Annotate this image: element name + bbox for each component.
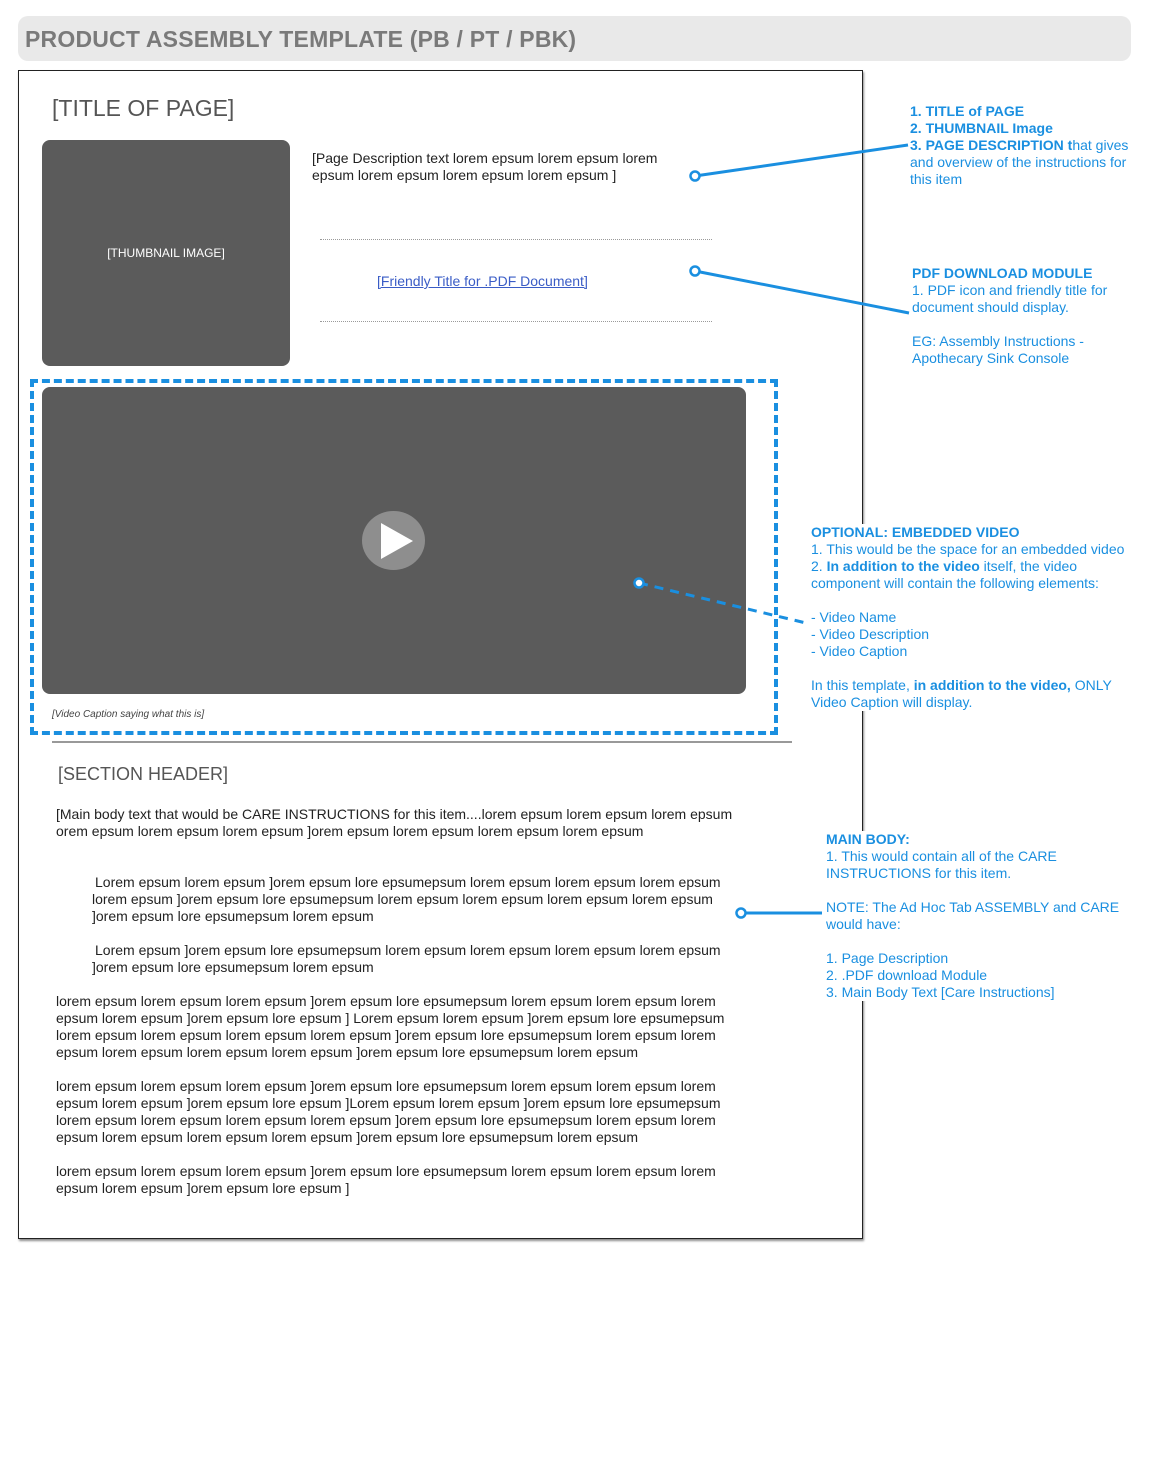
ann-main-note: NOTE: The Ad Hoc Tab ASSEMBLY and CARE would have: [826,899,1120,932]
body-paragraph-1: [Main body text that would be CARE INSTRUCTIONS for this item....lorem epsum lorem epsum lorem epsum orem epsum lorem epsum lorem epsum ]orem epsum lorem epsum lorem epsum lorem epsum [56,806,733,839]
pdf-download-link[interactable]: [Friendly Title for .PDF Document] [377,273,588,289]
ann-video-line2-pre: 2. [811,558,827,574]
ann-main-item2: 2. .PDF download Module [826,967,988,983]
ann-header-line3-rest: hat gives and overview of the instructions for this item [910,137,1129,187]
page-description: [Page Description text lorem epsum lorem epsum lorem epsum lorem epsum lorem epsum lorem epsum ] [312,150,658,183]
play-icon [381,523,413,559]
banner-title: PRODUCT ASSEMBLY TEMPLATE (PB / PT / PBK) [25,26,577,52]
ann-video-line2-bold: In addition to the video [826,558,980,574]
thumbnail-label: [THUMBNAIL IMAGE] [107,246,225,260]
ann-pdf-line1: 1. PDF icon and friendly title for document should display. [912,282,1108,315]
ann-video-line1: 1. This would be the space for an embedded video [811,541,1125,557]
ann-video-note-post: ONLY Video Caption will display. [811,677,1112,710]
ann-header-line2: 2. THUMBNAIL Image [910,120,1053,136]
play-button[interactable] [362,511,425,570]
annotation-pdf [912,265,1137,367]
template-banner [18,16,1131,61]
page-title: [TITLE OF PAGE] [52,95,235,121]
section-divider [52,741,792,743]
ann-video-title: OPTIONAL: EMBEDDED VIDEO [811,524,1020,540]
ann-pdf-example: EG: Assembly Instructions - Apothecary Sink Console [912,333,1084,366]
body-paragraph-4: lorem epsum lorem epsum lorem epsum ]orem epsum lore epsumepsum lorem epsum lorem epsum lorem epsum lorem epsum ]orem epsum lore epsum ] Lorem epsum lorem epsum ]orem epsum lore epsumepsum lorem epsum lorem epsum lorem epsum lorem epsum ]orem epsum lore epsumepsum lorem epsum lorem epsum lorem epsum lorem epsum lorem epsum ]orem epsum lore epsumepsum lorem epsum [56,993,725,1060]
ann-video-item2: - Video Description [811,626,930,642]
ann-pdf-title: PDF DOWNLOAD MODULE [912,265,1093,281]
thumbnail-placeholder [42,140,290,366]
body-paragraph-3: Lorem epsum ]orem epsum lore epsumepsum lorem epsum lorem epsum lorem epsum lorem epsum ]orem epsum lore epsumepsum lorem epsum [92,942,721,975]
ann-main-item3: 3. Main Body Text [Care Instructions] [826,984,1055,1000]
ann-header-line3-bold: 3. PAGE DESCRIPTION t [910,137,1073,153]
ann-main-title: MAIN BODY: [826,831,910,847]
pdf-divider-top [320,239,712,240]
ann-header-line1: 1. TITLE of PAGE [910,103,1025,119]
body-paragraph-6: lorem epsum lorem epsum lorem epsum ]orem epsum lore epsumepsum lorem epsum lorem epsum lorem epsum lorem epsum ]orem epsum lore epsum ] [56,1163,716,1196]
pdf-divider-bottom [320,321,712,322]
annotation-header [910,103,1135,188]
annotation-main-body [826,831,1146,1001]
body-paragraph-2: Lorem epsum lorem epsum ]orem epsum lore epsumepsum lorem epsum lorem epsum lorem epsum lorem epsum ]orem epsum lore epsumepsum lorem epsum lorem epsum lorem epsum lorem epsum ]orem epsum lore epsumepsum lorem epsum [92,874,721,924]
body-paragraph-5: lorem epsum lorem epsum lorem epsum ]orem epsum lore epsumepsum lorem epsum lorem epsum lorem epsum lorem epsum ]orem epsum lore epsum ]Lorem epsum lorem epsum ]orem epsum lore epsumepsum lorem epsum lorem epsum lorem epsum lorem epsum ]orem epsum lore epsumepsum lorem epsum lorem epsum lorem epsum lorem epsum lorem epsum ]orem epsum lore epsumepsum lorem epsum [56,1078,721,1145]
ann-video-note-bold: in addition to the video, [913,677,1071,693]
ann-video-note-pre: In this template, [811,677,914,693]
ann-main-item1: 1. Page Description [826,950,949,966]
ann-video-line2-post: itself, the video component will contain the following elements: [811,558,1099,591]
section-header: [SECTION HEADER] [58,764,229,784]
ann-video-item1: - Video Name [811,609,897,625]
ann-main-line1: 1. This would contain all of the CARE INSTRUCTIONS for this item. [826,848,1057,881]
ann-video-item3: - Video Caption [811,643,908,659]
video-caption: [Video Caption saying what this is] [52,709,205,720]
annotation-video [811,524,1141,711]
